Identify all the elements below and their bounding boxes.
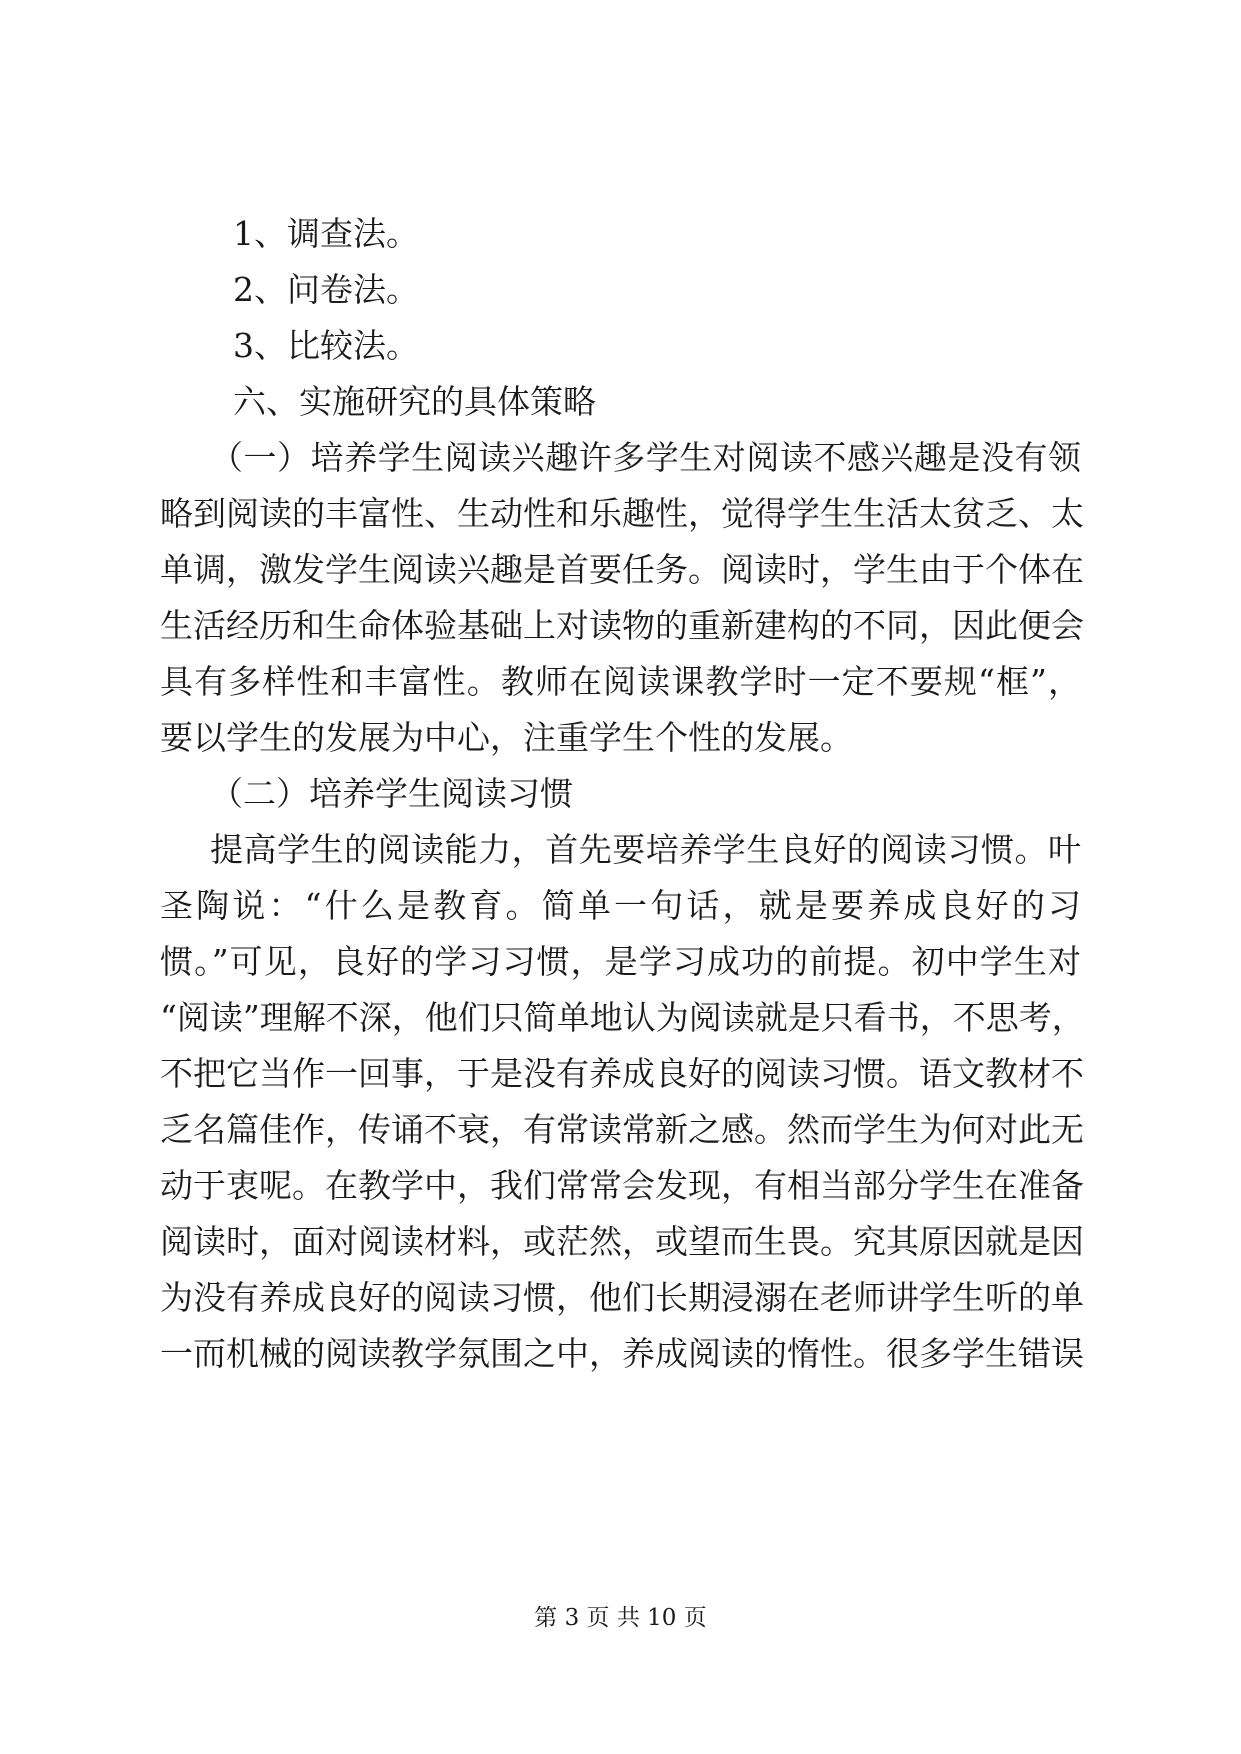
subheading-2: （二）培养学生阅读习惯 [210,774,573,813]
paragraph-1-line: 生活经历和生命体验基础上对读物的重新建构的不同，因此便会 [160,606,1084,645]
paragraph-2-line: 为没有养成良好的阅读习惯，他们长期浸溺在老师讲学生听的单 [160,1278,1084,1317]
paragraph-2-line: 不把它当作一回事，于是没有养成良好的阅读习惯。语文教材不 [160,1054,1084,1093]
section-heading: 六、实施研究的具体策略 [233,382,596,421]
paragraph-2-line: 乏名篇佳作，传诵不衰，有常读常新之感。然而学生为何对此无 [160,1110,1084,1149]
paragraph-2-line: 阅读时，面对阅读材料，或茫然，或望而生畏。究其原因就是因 [160,1222,1084,1261]
paragraph-2-line: 提高学生的阅读能力，首先要培养学生良好的阅读习惯。叶 [210,830,1081,869]
list-item-2: 2、问卷法。 [233,270,419,309]
paragraph-1-line: 具有多样性和丰富性。教师在阅读课教学时一定不要规“框”， [160,662,1081,701]
list-item-1: 1、调查法。 [233,214,419,253]
paragraph-2-line: 惯。”可见，良好的学习习惯，是学习成功的前提。初中学生对 [160,942,1081,981]
paragraph-1-line: 单调，激发学生阅读兴趣是首要任务。阅读时，学生由于个体在 [160,550,1084,589]
paragraph-1-line: （一）培养学生阅读兴趣许多学生对阅读不感兴趣是没有领 [210,438,1081,477]
page-footer: 第 3 页 共 10 页 [534,1605,707,1631]
paragraph-1-line: 要以学生的发展为中心，注重学生个性的发展。 [160,718,853,757]
paragraph-2-line: 一而机械的阅读教学氛围之中，养成阅读的惰性。很多学生错误 [160,1334,1084,1373]
paragraph-2-line: 动于衷呢。在教学中，我们常常会发现，有相当部分学生在准备 [160,1166,1084,1205]
paragraph-2-line: “阅读”理解不深，他们只简单地认为阅读就是只看书，不思考， [160,998,1085,1037]
list-item-3: 3、比较法。 [233,326,419,365]
paragraph-2-line: 圣陶说：“什么是教育。简单一句话，就是要养成良好的习 [160,886,1081,925]
paragraph-1-line: 略到阅读的丰富性、生动性和乐趣性，觉得学生生活太贫乏、太 [160,494,1084,533]
